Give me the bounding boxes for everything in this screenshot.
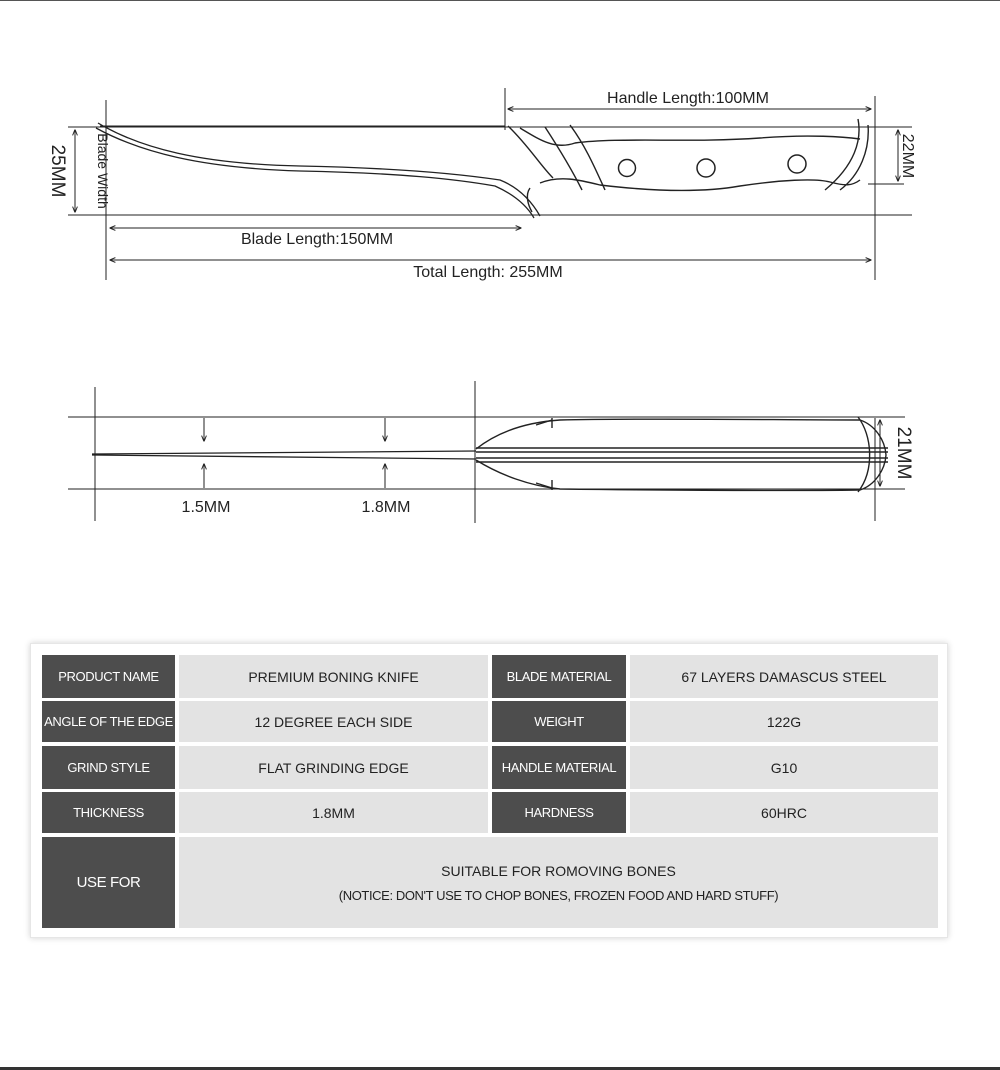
side-handle	[508, 119, 868, 212]
thickness-label: THICKNESS	[42, 792, 175, 833]
handle-material-value: G10	[630, 746, 938, 789]
weight-label: WEIGHT	[492, 701, 626, 742]
handle-width-label: 21MM	[893, 426, 914, 480]
blade-length-label: Blade Length:150MM	[240, 231, 394, 248]
rivet-3	[788, 155, 806, 173]
rivet-2	[697, 159, 715, 177]
blade-material-value: 67 LAYERS DAMASCUS STEEL	[630, 655, 938, 698]
handle-length-label: Handle Length:100MM	[607, 90, 769, 107]
blade-width-label: Blade Width	[95, 133, 111, 209]
blade-material-label: BLADE MATERIAL	[492, 655, 626, 698]
product-name-label: PRODUCT NAME	[42, 655, 175, 698]
use-for-value	[179, 837, 938, 928]
top-blade	[92, 451, 476, 459]
thickness-1-label: 1.5MM	[181, 499, 231, 516]
total-length-label: Total Length: 255MM	[413, 264, 563, 281]
thickness-2-label: 1.8MM	[361, 499, 411, 516]
blade-width-value: 25MM	[47, 144, 68, 198]
use-for-notice: (NOTICE: DON'T USE TO CHOP BONES, FROZEN FOOD AND HARD STUFF)	[338, 887, 779, 903]
product-name-value: PREMIUM BONING KNIFE	[179, 655, 488, 698]
grind-style-label: GRIND STYLE	[42, 746, 175, 789]
edge-angle-label: ANGLE OF THE EDGE	[42, 701, 175, 742]
thickness-value: 1.8MM	[179, 792, 488, 833]
hardness-label: HARDNESS	[492, 792, 626, 833]
hardness-value: 60HRC	[630, 792, 938, 833]
handle-height-label: 22MM	[899, 133, 916, 179]
side-view	[68, 88, 912, 280]
use-for-line1: SUITABLE FOR ROMOVING BONES	[441, 862, 676, 879]
weight-value: 122G	[630, 701, 938, 742]
edge-angle-value: 12 DEGREE EACH SIDE	[179, 701, 488, 742]
handle-material-label: HANDLE MATERIAL	[492, 746, 626, 789]
top-handle	[476, 417, 888, 492]
spec-table	[30, 643, 948, 938]
side-blade	[96, 123, 540, 218]
grind-style-value: FLAT GRINDING EDGE	[179, 746, 488, 789]
rivet-1	[619, 160, 636, 177]
use-for-label: USE FOR	[42, 837, 175, 928]
